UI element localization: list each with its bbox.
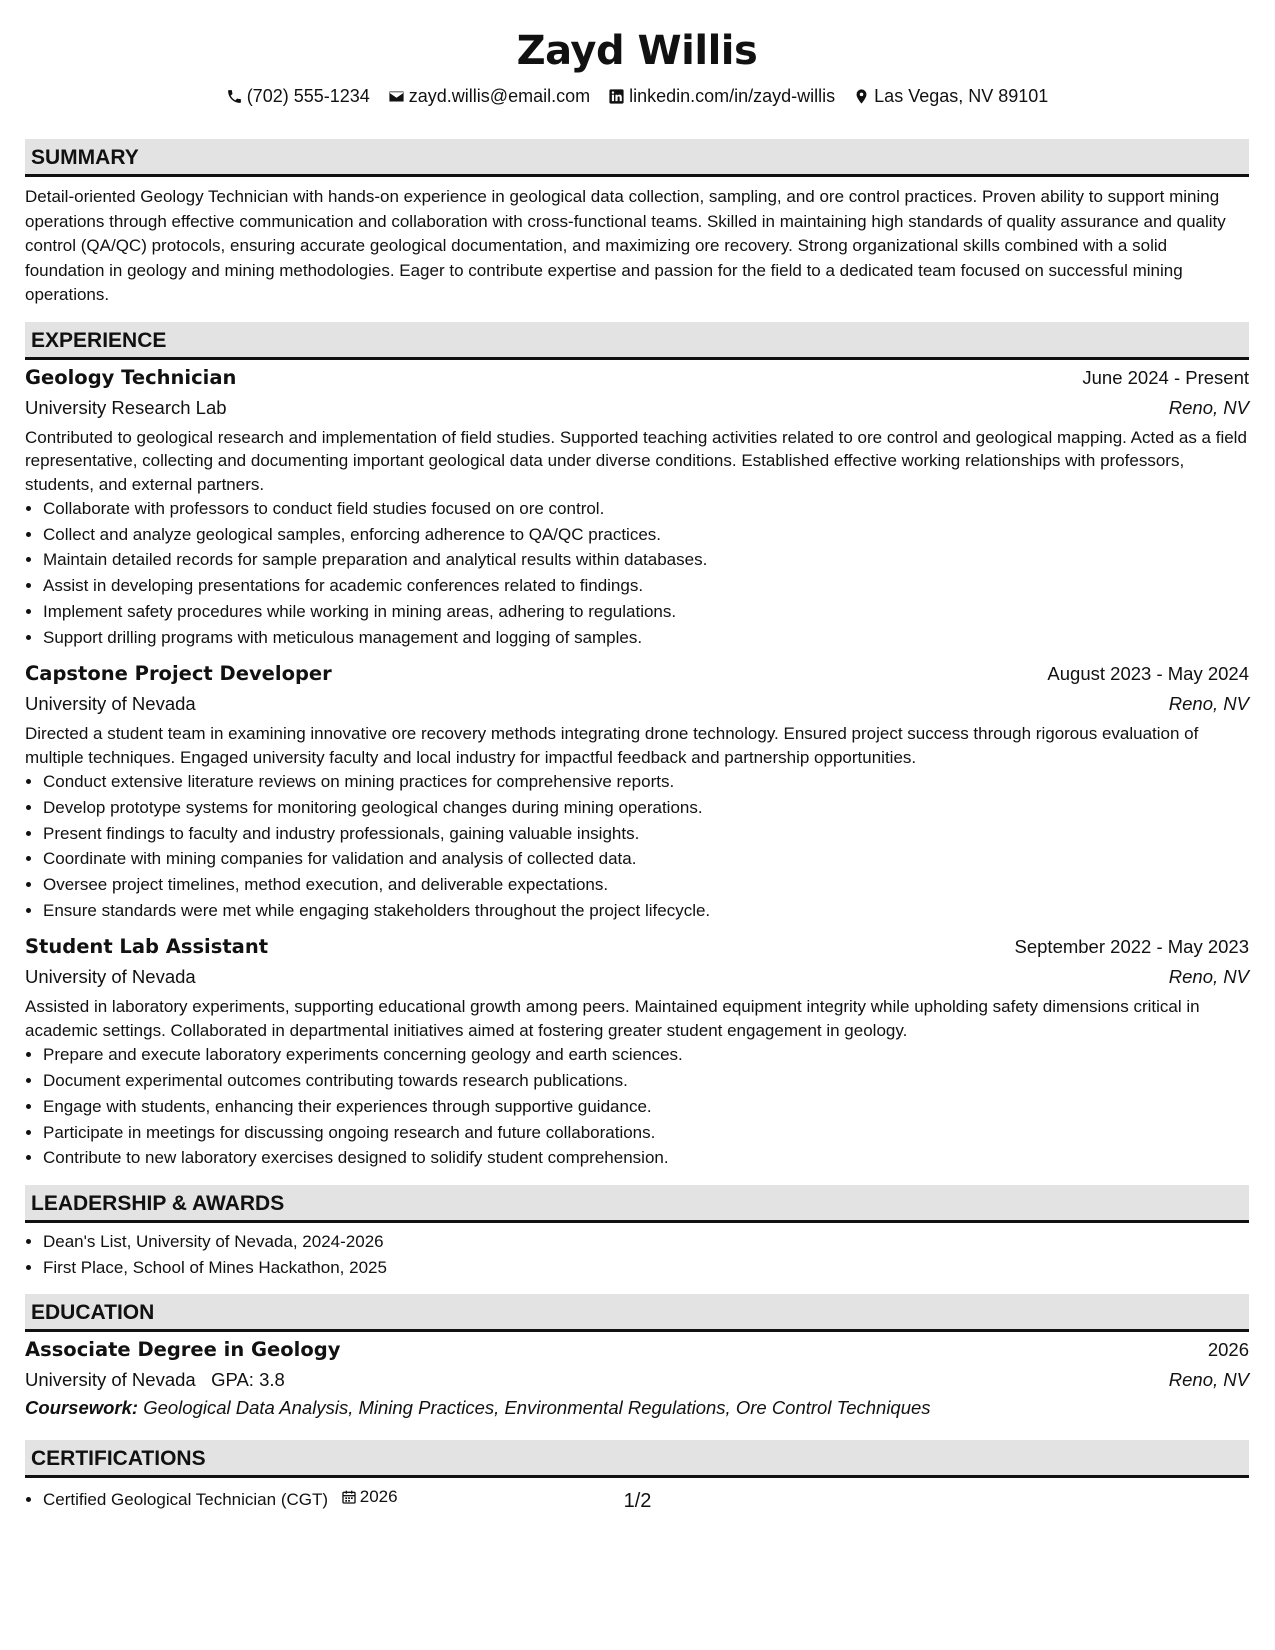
job-location: Reno, NV <box>1168 396 1249 418</box>
summary-section <box>25 139 1249 308</box>
list-item: • Engage with students, enhancing their experiences through supportive guidance. <box>43 1094 1249 1120</box>
contact-email[interactable] <box>388 84 590 108</box>
job-entry <box>25 364 1249 651</box>
job-bullets <box>25 769 1249 923</box>
list-item: • Implement safety procedures while working in mining areas, adhering to regulations. <box>43 599 1249 625</box>
job-dates: August 2023 - May 2024 <box>1047 663 1249 685</box>
email-text: zayd.willis@email.com <box>408 86 591 106</box>
envelope-icon <box>388 88 405 105</box>
awards-heading: LEADERSHIP & AWARDS <box>25 1185 1249 1223</box>
degree-title: Associate Degree in Geology <box>25 1338 341 1362</box>
job-header <box>25 660 1249 688</box>
contact-phone <box>226 84 370 108</box>
job-org-row <box>25 961 1249 991</box>
job-org: University of Nevada <box>25 966 196 988</box>
job-dates: September 2022 - May 2023 <box>1014 936 1249 958</box>
list-item: • Support drilling programs with meticulous management and logging of samples. <box>43 625 1249 651</box>
degree-year: 2026 <box>1207 1339 1249 1361</box>
awards-list <box>25 1229 1249 1280</box>
job-org: University of Nevada <box>25 693 196 715</box>
contact-location <box>853 84 1048 108</box>
list-item: • Dean's List, University of Nevada, 2024-2026 <box>43 1229 1249 1255</box>
job-org-row <box>25 392 1249 422</box>
education-section <box>25 1294 1249 1422</box>
list-item: • Document experimental outcomes contributing towards research publications. <box>43 1068 1249 1094</box>
linkedin-text: linkedin.com/in/zayd-willis <box>629 86 836 106</box>
list-item: • Participate in meetings for discussing ongoing research and future collaborations. <box>43 1120 1249 1146</box>
job-location: Reno, NV <box>1168 693 1249 715</box>
contact-bar <box>25 84 1249 108</box>
summary-heading: SUMMARY <box>25 139 1249 177</box>
job-bullets <box>25 1042 1249 1171</box>
job-description: Directed a student team in examining innovative ore recovery methods integrating drone technology. Ensured project success through rigorous evaluation of multiple techniques. Engaged university faculty and local industry for impactful feedback and partnership opportunities. <box>25 724 1199 767</box>
job-org-row <box>25 688 1249 718</box>
school-row <box>25 1364 1249 1394</box>
list-item: • First Place, School of Mines Hackathon, 2025 <box>43 1255 1249 1281</box>
job-location: Reno, NV <box>1168 966 1249 988</box>
job-dates: June 2024 - Present <box>1082 366 1249 388</box>
job-description: Assisted in laboratory experiments, supporting educational growth among peers. Maintained equipment integrity while upholding safety dimensions critical in academic settings. Collaborated in departmental initiatives aimed at fostering greater student engagement in geology. <box>25 997 1200 1040</box>
job-org: University Research Lab <box>25 396 227 418</box>
contact-linkedin[interactable] <box>608 84 835 108</box>
list-item: • Maintain detailed records for sample preparation and analytical results within databases. <box>43 547 1249 573</box>
list-item: • Collect and analyze geological samples, enforcing adherence to QA/QC practices. <box>43 522 1249 548</box>
job-description: Contributed to geological research and implementation of field studies. Supported teaching activities related to ore control and geological mapping. Acted as a field representative, collecting and documenting important geological data under diverse conditions. Established effective working relationships with professors, students, and external partners. <box>25 427 1247 494</box>
degree-row <box>25 1336 1249 1364</box>
list-item: • Prepare and execute laboratory experiments concerning geology and earth sciences. <box>43 1042 1249 1068</box>
job-header <box>25 933 1249 961</box>
summary-text: Detail-oriented Geology Technician with hands-on experience in geological data collection, sampling, and ore control practices. Proven ability to support mining operations through effective communication and collaboration with cross-functional teams. Skilled in maintaining high standards of quality assurance and quality control (QA/QC) protocols, ensuring accurate geological documentation, and maximizing ore recovery. Strong organizational skills combined with a solid foundation in geology and mining methodologies. Eager to contribute expertise and passion for the field to a dedicated team focused on successful mining operations. <box>25 187 1226 304</box>
list-item: • Present findings to faculty and industry professionals, gaining valuable insights. <box>43 821 1249 847</box>
job-bullets <box>25 496 1249 650</box>
linkedin-icon <box>608 88 625 105</box>
job-title: Geology Technician <box>25 365 237 389</box>
phone-icon <box>226 88 243 105</box>
phone-text: (702) 555-1234 <box>246 86 370 106</box>
job-entry <box>25 660 1249 923</box>
list-item: • Conduct extensive literature reviews on mining practices for comprehensive reports. <box>43 769 1249 795</box>
school-info <box>25 1366 285 1394</box>
experience-section <box>25 322 1249 1171</box>
map-pin-icon <box>853 88 870 105</box>
coursework-list: Geological Data Analysis, Mining Practices, Environmental Regulations, Ore Control Techniques <box>143 1397 931 1419</box>
education-heading: EDUCATION <box>25 1294 1249 1332</box>
certification-year: 2026 <box>359 1487 398 1507</box>
list-item: • Contribute to new laboratory exercises designed to solidify student comprehension. <box>43 1145 1249 1171</box>
awards-section <box>25 1185 1249 1280</box>
resume-page <box>25 0 1249 1513</box>
school-location: Reno, NV <box>1168 1369 1249 1391</box>
job-title: Student Lab Assistant <box>25 935 269 959</box>
job-title: Capstone Project Developer <box>25 662 332 686</box>
job-header <box>25 364 1249 392</box>
list-item: • Ensure standards were met while engaging stakeholders throughout the project lifecycle. <box>43 898 1249 924</box>
certifications-heading: CERTIFICATIONS <box>25 1440 1249 1478</box>
coursework-label: Coursework: <box>25 1397 139 1419</box>
school-name: University of Nevada <box>25 1369 196 1391</box>
list-item: • Oversee project timelines, method execution, and deliverable expectations. <box>43 872 1249 898</box>
location-text: Las Vegas, NV 89101 <box>874 86 1049 106</box>
list-item: • Coordinate with mining companies for validation and analysis of collected data. <box>43 846 1249 872</box>
candidate-name: Zayd Willis <box>516 28 758 74</box>
experience-heading: EXPERIENCE <box>25 322 1249 360</box>
list-item: • Collaborate with professors to conduct field studies focused on ore control. <box>43 496 1249 522</box>
list-item: • Assist in developing presentations for academic conferences related to findings. <box>43 573 1249 599</box>
gpa: GPA: 3.8 <box>211 1369 285 1391</box>
list-item: • Develop prototype systems for monitoring geological changes during mining operations. <box>43 795 1249 821</box>
page-number: 1/2 <box>623 1490 652 1512</box>
job-entry <box>25 933 1249 1171</box>
coursework <box>25 1394 1249 1422</box>
certification-name: Certified Geological Technician (CGT) <box>43 1490 329 1510</box>
